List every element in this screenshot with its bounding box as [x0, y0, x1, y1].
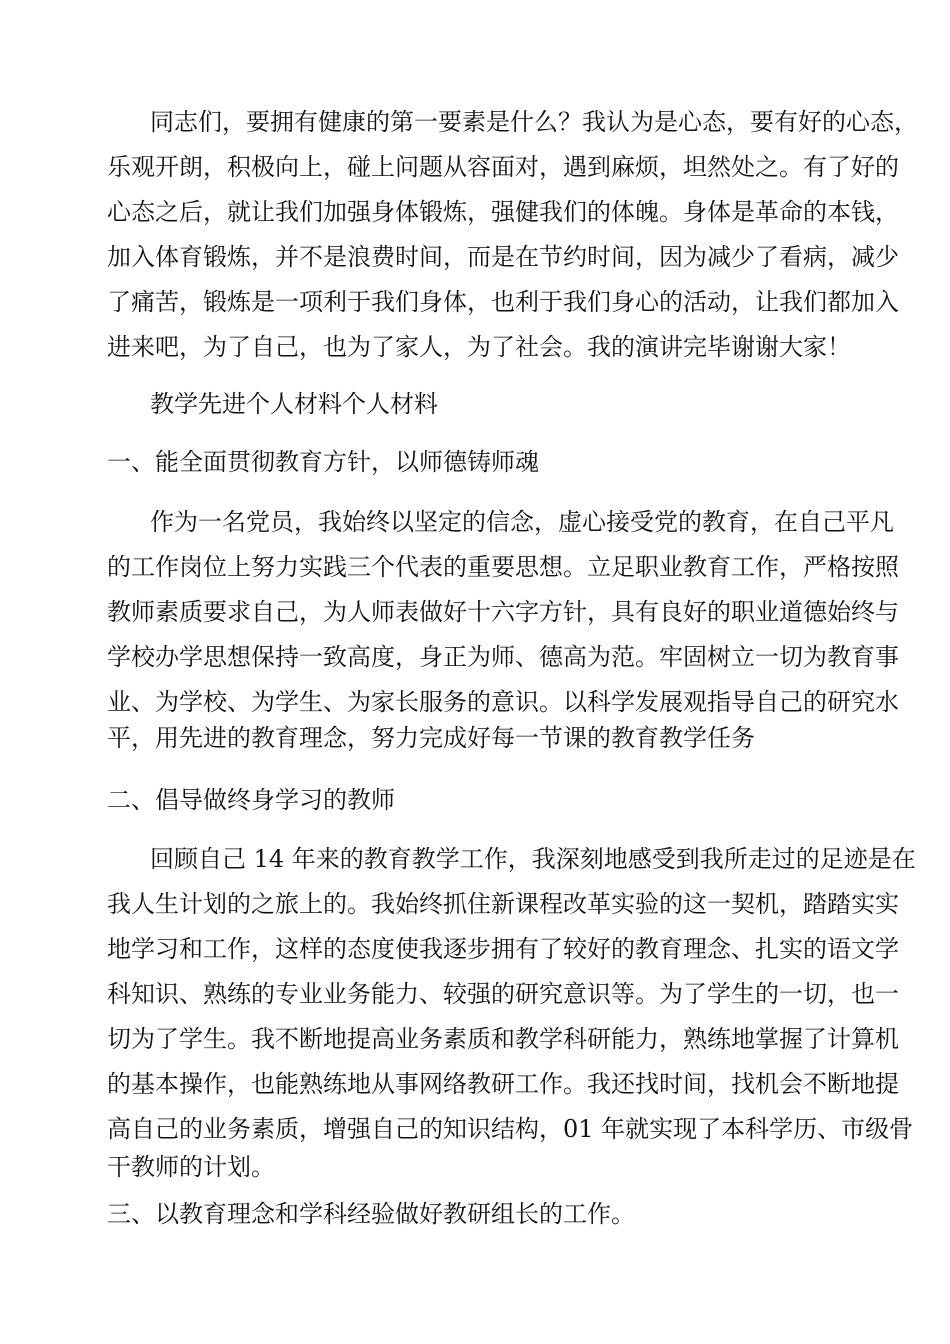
section1-paragraph-line: 学校办学思想保持一致高度，身正为师、德高为范。牢固树立一切为教育事	[107, 643, 899, 671]
section-heading: 三、以教育理念和学科经验做好教研组长的工作。	[107, 1200, 635, 1228]
section-heading: 一、能全面贯彻教育方针，以师德铸师魂	[107, 448, 539, 476]
section2-paragraph-line: 高自己的业务素质，增强自己的知识结构，01 年就实现了本科学历、市级骨	[107, 1115, 914, 1143]
speech-paragraph-line: 心态之后，就让我们加强身体锻炼，强健我们的体魄。身体是革命的本钱，	[107, 198, 899, 226]
section2-paragraph-line: 干教师的计划。	[107, 1153, 275, 1181]
speech-paragraph-line: 同志们，要拥有健康的第一要素是什么？我认为是心态，要有好的心态，	[150, 108, 918, 136]
speech-paragraph-line: 了痛苦，锻炼是一项利于我们身体，也利于我们身心的活动，让我们都加入	[107, 288, 899, 316]
section2-paragraph-line: 我人生计划的之旅上的。我始终抓住新课程改革实验的这一契机，踏踏实实	[107, 890, 899, 918]
section1-paragraph-line: 的工作岗位上努力实践三个代表的重要思想。立足职业教育工作，严格按照	[107, 553, 899, 581]
section2-paragraph-line: 切为了学生。我不断地提高业务素质和教学科研能力，熟练地掌握了计算机	[107, 1025, 899, 1053]
section1-paragraph-line: 作为一名党员，我始终以坚定的信念，虚心接受党的教育，在自己平凡	[150, 508, 894, 536]
speech-paragraph-line: 进来吧，为了自己，也为了家人，为了社会。我的演讲完毕谢谢大家！	[107, 333, 851, 361]
speech-paragraph-line: 乐观开朗，积极向上，碰上问题从容面对，遇到麻烦，坦然处之。有了好的	[107, 153, 899, 181]
section2-paragraph-line: 的基本操作，也能熟练地从事网络教研工作。我还找时间，找机会不断地提	[107, 1070, 899, 1098]
section2-paragraph-line: 科知识、熟练的专业业务能力、较强的研究意识等。为了学生的一切，也一	[107, 980, 899, 1008]
document-title: 教学先进个人材料个人材料	[150, 390, 438, 418]
section1-paragraph-line: 业、为学校、为学生、为家长服务的意识。以科学发展观指导自己的研究水	[107, 688, 899, 716]
section2-paragraph-line: 回顾自己 14 年来的教育教学工作，我深刻地感受到我所走过的足迹是在	[150, 845, 916, 873]
section1-paragraph-line: 平，用先进的教育理念，努力完成好每一节课的教育教学任务	[107, 724, 755, 752]
section2-paragraph-line: 地学习和工作，这样的态度使我逐步拥有了较好的教育理念、扎实的语文学	[107, 935, 899, 963]
speech-paragraph-line: 加入体育锻炼，并不是浪费时间，而是在节约时间，因为减少了看病，减少	[107, 243, 899, 271]
section1-paragraph-line: 教师素质要求自己，为人师表做好十六字方针，具有良好的职业道德始终与	[107, 598, 899, 626]
section-heading: 二、倡导做终身学习的教师	[107, 786, 395, 814]
